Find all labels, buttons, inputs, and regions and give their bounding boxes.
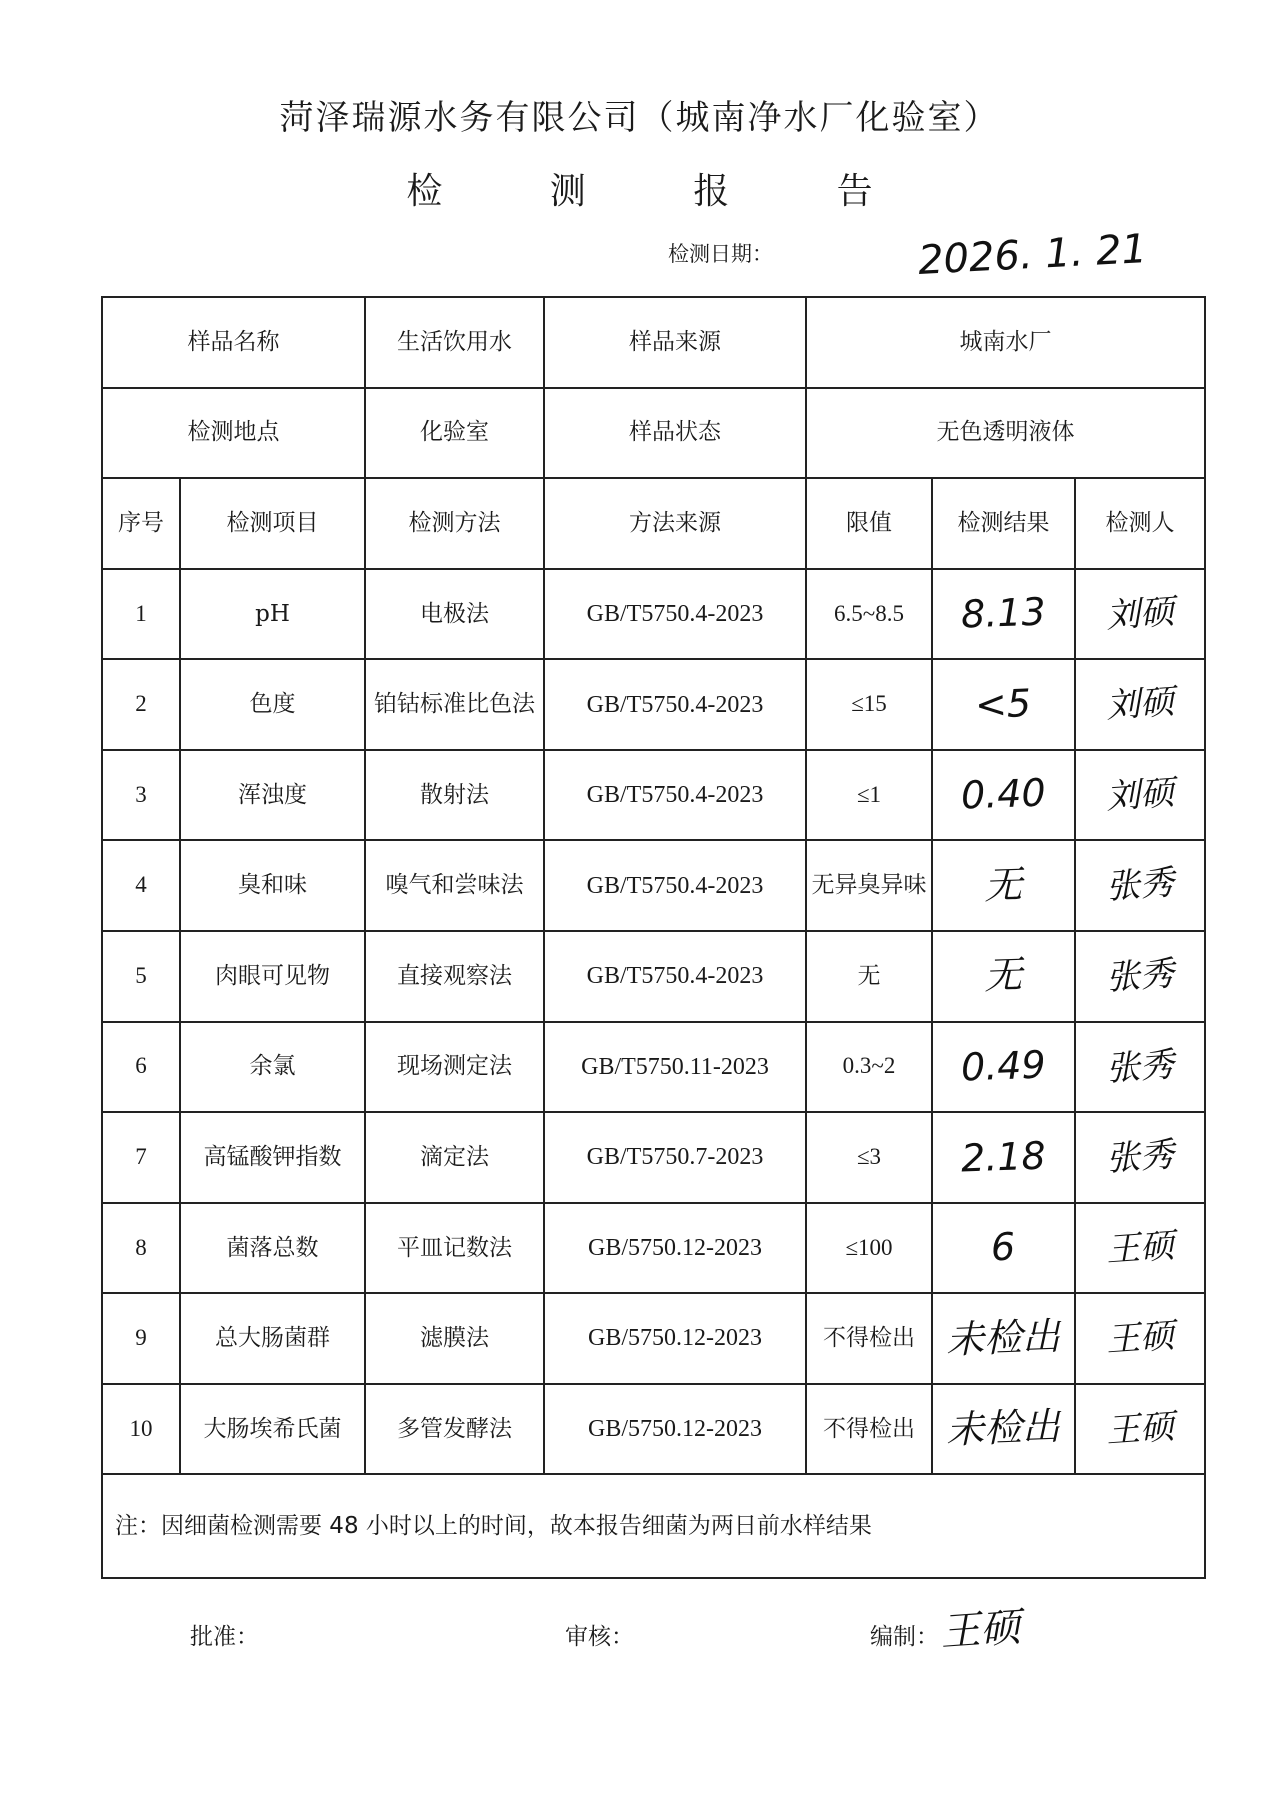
row-no-cell: 4 — [102, 840, 180, 931]
row-person-cell — [1075, 569, 1205, 660]
row-result-handwritten: 0.49 — [960, 1042, 1047, 1090]
sample-state-value: 无色透明液体 — [806, 388, 1205, 479]
row-person-handwritten: 刘硕 — [1104, 591, 1176, 637]
row-person-handwritten: 张秀 — [1104, 953, 1176, 999]
row-person-handwritten: 王硕 — [1104, 1225, 1176, 1270]
table-row — [102, 1203, 1205, 1294]
info-row-1 — [102, 297, 1205, 388]
row-item-cell: 总大肠菌群 — [180, 1293, 365, 1384]
row-limit-cell: 6.5~8.5 — [806, 569, 932, 660]
row-item-cell: 浑浊度 — [180, 750, 365, 841]
row-limit-cell: ≤100 — [806, 1203, 932, 1294]
row-person-handwritten: 张秀 — [1104, 863, 1176, 908]
row-source-cell: GB/5750.12-2023 — [544, 1203, 806, 1294]
table-row — [102, 1293, 1205, 1384]
row-result-cell — [932, 840, 1075, 931]
col-header-item: 检测项目 — [180, 478, 365, 569]
row-person-handwritten: 王硕 — [1104, 1315, 1176, 1361]
row-no-cell: 7 — [102, 1112, 180, 1203]
row-limit-cell: ≤15 — [806, 659, 932, 750]
col-header-limit: 限值 — [806, 478, 932, 569]
row-result-cell — [932, 931, 1075, 1022]
row-limit-cell: 不得检出 — [806, 1384, 932, 1475]
row-limit-cell: ≤1 — [806, 750, 932, 841]
row-result-handwritten: 2.18 — [960, 1133, 1047, 1181]
row-method-cell: 现场测定法 — [365, 1022, 544, 1113]
location-value: 化验室 — [365, 388, 544, 479]
row-person-handwritten: 刘硕 — [1104, 772, 1176, 818]
table-row — [102, 840, 1205, 931]
compile-signature: 王硕 — [938, 1604, 1022, 1656]
row-result-cell — [932, 750, 1075, 841]
row-no-cell: 10 — [102, 1384, 180, 1475]
row-source-cell: GB/T5750.4-2023 — [544, 750, 806, 841]
row-no-cell: 2 — [102, 659, 180, 750]
row-result-handwritten: 未检出 — [945, 1404, 1062, 1453]
report-title: 检 测 报 告 — [406, 171, 921, 212]
row-item-cell: 臭和味 — [180, 840, 365, 931]
row-method-cell: 散射法 — [365, 750, 544, 841]
row-source-cell: GB/5750.12-2023 — [544, 1384, 806, 1475]
report-table — [101, 296, 1206, 1579]
row-no-cell: 1 — [102, 569, 180, 660]
row-person-cell — [1075, 1203, 1205, 1294]
row-result-handwritten: 未检出 — [945, 1313, 1062, 1362]
date-value-handwritten: 2026. 1. 21 — [916, 226, 1149, 284]
row-no-cell: 8 — [102, 1203, 180, 1294]
location-label: 检测地点 — [102, 388, 365, 479]
sample-state-label: 样品状态 — [544, 388, 806, 479]
row-item-cell: pH — [180, 569, 365, 660]
row-result-cell — [932, 1293, 1075, 1384]
row-no-cell: 6 — [102, 1022, 180, 1113]
sample-source-label: 样品来源 — [544, 297, 806, 388]
compile-label: 编制： — [870, 1624, 939, 1650]
row-result-cell — [932, 569, 1075, 660]
row-person-cell — [1075, 1293, 1205, 1384]
row-source-cell: GB/T5750.4-2023 — [544, 659, 806, 750]
note-row — [102, 1474, 1205, 1578]
row-method-cell: 嗅气和尝味法 — [365, 840, 544, 931]
row-result-cell — [932, 659, 1075, 750]
row-no-cell: 9 — [102, 1293, 180, 1384]
row-method-cell: 铂钴标准比色法 — [365, 659, 544, 750]
col-header-source: 方法来源 — [544, 478, 806, 569]
sample-name-label: 样品名称 — [102, 297, 365, 388]
row-result-cell — [932, 1022, 1075, 1113]
row-person-handwritten: 张秀 — [1104, 1134, 1176, 1180]
row-person-cell — [1075, 931, 1205, 1022]
table-row — [102, 931, 1205, 1022]
table-row — [102, 659, 1205, 750]
table-row — [102, 1112, 1205, 1203]
row-limit-cell: ≤3 — [806, 1112, 932, 1203]
row-result-cell — [932, 1112, 1075, 1203]
row-person-cell — [1075, 1112, 1205, 1203]
row-method-cell: 滴定法 — [365, 1112, 544, 1203]
row-result-handwritten: 0.40 — [960, 770, 1047, 818]
col-header-method: 检测方法 — [365, 478, 544, 569]
row-source-cell: GB/5750.12-2023 — [544, 1293, 806, 1384]
row-result-cell — [932, 1203, 1075, 1294]
row-result-handwritten: 8.13 — [960, 589, 1047, 637]
row-person-cell — [1075, 750, 1205, 841]
row-limit-cell: 不得检出 — [806, 1293, 932, 1384]
row-person-cell — [1075, 840, 1205, 931]
row-item-cell: 余氯 — [180, 1022, 365, 1113]
row-method-cell: 平皿记数法 — [365, 1203, 544, 1294]
row-source-cell: GB/T5750.4-2023 — [544, 931, 806, 1022]
row-source-cell: GB/T5750.11-2023 — [544, 1022, 806, 1113]
row-method-cell: 直接观察法 — [365, 931, 544, 1022]
row-person-handwritten: 张秀 — [1104, 1044, 1176, 1089]
row-source-cell: GB/T5750.7-2023 — [544, 1112, 806, 1203]
row-result-handwritten: 6 — [990, 1224, 1017, 1270]
row-person-handwritten: 刘硕 — [1104, 681, 1176, 727]
row-person-cell — [1075, 1022, 1205, 1113]
row-item-cell: 色度 — [180, 659, 365, 750]
row-person-cell — [1075, 1384, 1205, 1475]
col-header-no: 序号 — [102, 478, 180, 569]
row-result-handwritten: 无 — [983, 862, 1024, 908]
row-no-cell: 5 — [102, 931, 180, 1022]
table-row — [102, 750, 1205, 841]
info-row-2 — [102, 388, 1205, 479]
row-source-cell: GB/T5750.4-2023 — [544, 569, 806, 660]
row-source-cell: GB/T5750.4-2023 — [544, 840, 806, 931]
organization-title: 菏泽瑞源水务有限公司（城南净水厂化验室） — [279, 98, 1000, 138]
review-label: 审核： — [565, 1624, 634, 1650]
row-method-cell: 滤膜法 — [365, 1293, 544, 1384]
row-limit-cell: 0.3~2 — [806, 1022, 932, 1113]
row-method-cell: 多管发酵法 — [365, 1384, 544, 1475]
date-label: 检测日期： — [668, 242, 773, 266]
table-row — [102, 569, 1205, 660]
note-text: 注：因细菌检测需要 48 小时以上的时间，故本报告细菌为两日前水样结果 — [102, 1474, 1205, 1578]
row-item-cell: 菌落总数 — [180, 1203, 365, 1294]
row-limit-cell: 无异臭异味 — [806, 840, 932, 931]
approve-label: 批准： — [190, 1624, 259, 1650]
row-result-cell — [932, 1384, 1075, 1475]
row-item-cell: 肉眼可见物 — [180, 931, 365, 1022]
row-result-handwritten: 无 — [983, 952, 1024, 999]
sample-source-value: 城南水厂 — [806, 297, 1205, 388]
row-item-cell: 大肠埃希氏菌 — [180, 1384, 365, 1475]
column-header-row — [102, 478, 1205, 569]
table-row — [102, 1384, 1205, 1475]
col-header-result: 检测结果 — [932, 478, 1075, 569]
row-method-cell: 电极法 — [365, 569, 544, 660]
row-limit-cell: 无 — [806, 931, 932, 1022]
row-person-handwritten: 王硕 — [1104, 1406, 1176, 1452]
row-item-cell: 高锰酸钾指数 — [180, 1112, 365, 1203]
row-result-handwritten: <5 — [974, 680, 1033, 727]
row-person-cell — [1075, 659, 1205, 750]
table-row — [102, 1022, 1205, 1113]
row-no-cell: 3 — [102, 750, 180, 841]
sample-name-value: 生活饮用水 — [365, 297, 544, 388]
col-header-person: 检测人 — [1075, 478, 1205, 569]
